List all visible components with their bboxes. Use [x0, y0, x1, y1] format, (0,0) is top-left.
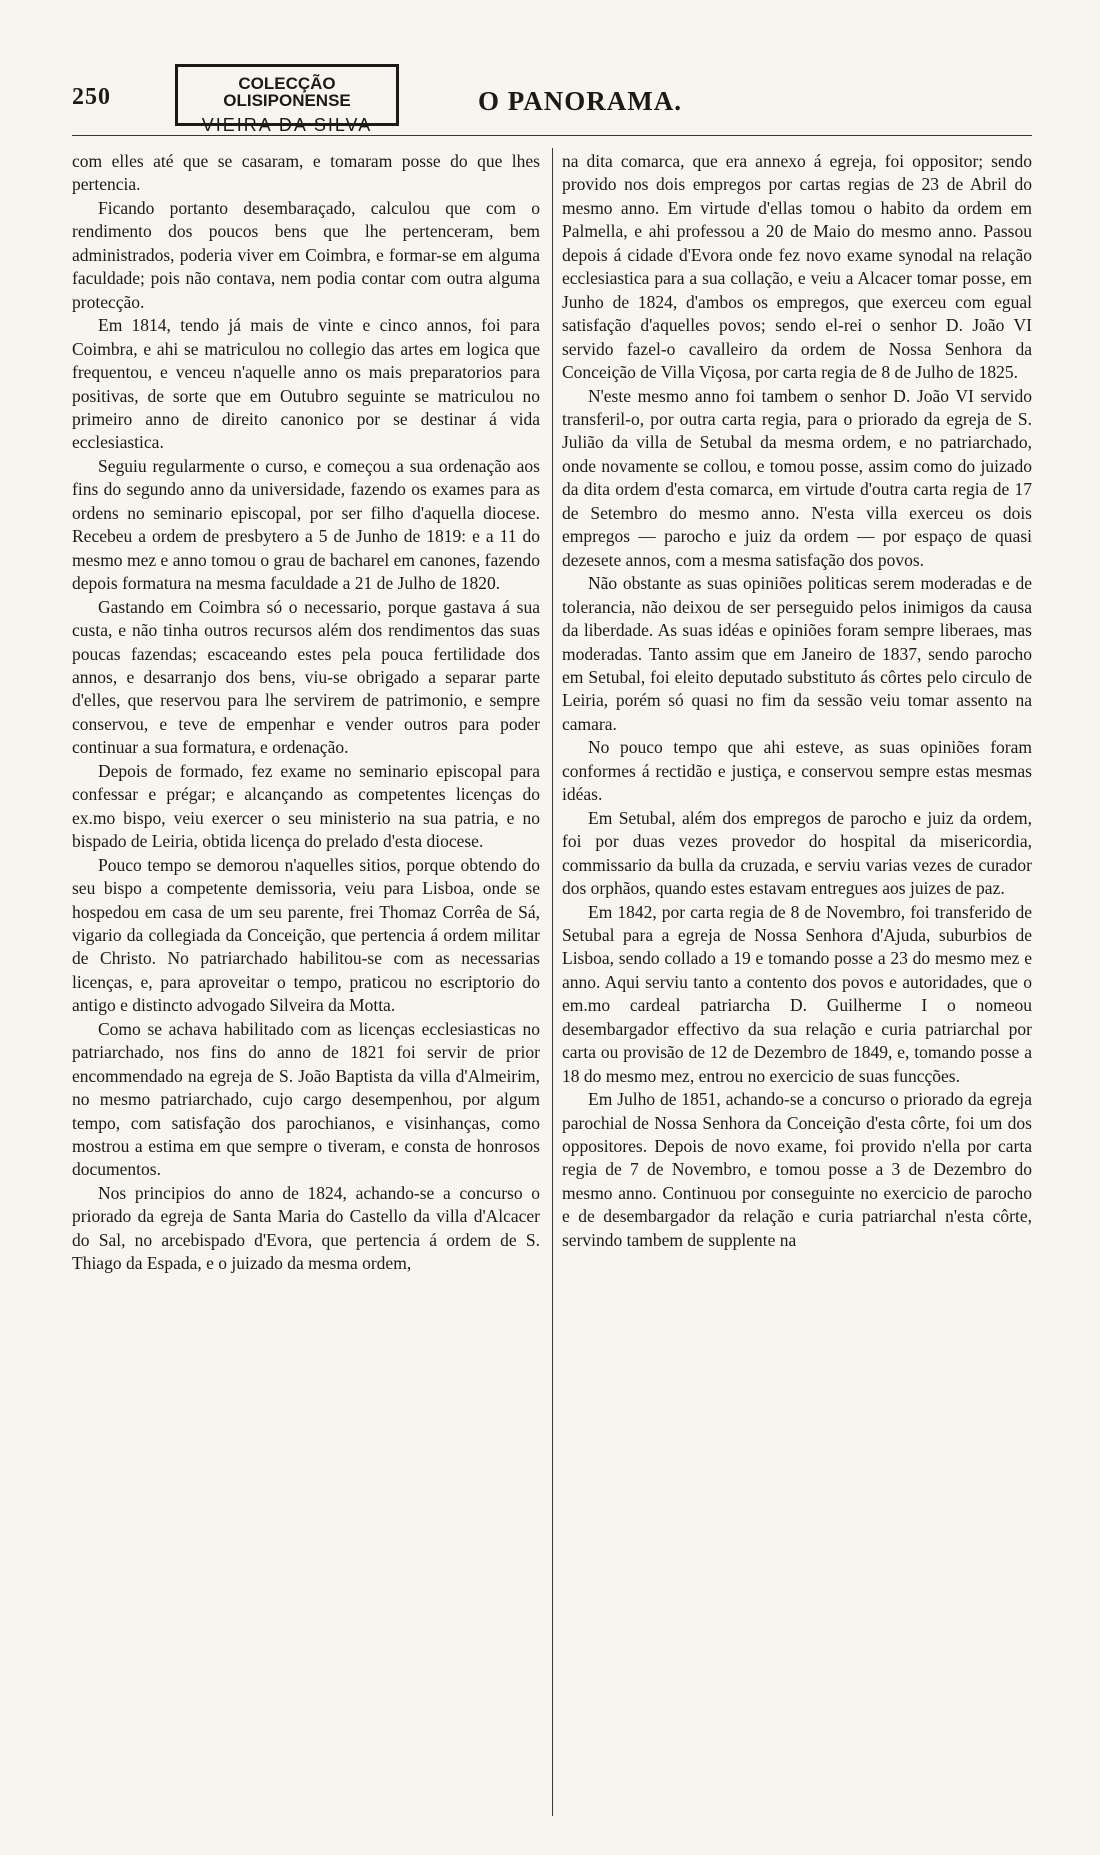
paragraph: No pouco tempo que ahi esteve, as suas opiniões foram conformes á rectidão e justiça, e conservou sempre estas mesmas idéas.	[562, 737, 1032, 805]
paragraph: Seguiu regularmente o curso, e começou a sua ordenação aos fins do segundo anno da universidade, fazendo os exames para as ordens no seminario episcopal, por ser filho d'aquella diocese. Recebeu a ordem de presbytero a 5 de Junho de 1819: e a 11 do mesmo mez e anno tomou o grau de bacharel em canones, fazendo depois formatura na mesma faculdade a 21 de Julho de 1820.	[72, 455, 540, 594]
paragraph: Em Setubal, além dos empregos de parocho e juiz da ordem, foi por duas vezes provedor do hospital da misericordia, commissario da bulla da cruzada, e serviu varias vezes de curador dos orphãos, quando estes estavam entregues aos juizes de paz.	[562, 807, 1032, 899]
header-rule	[72, 135, 1032, 136]
stamp-line-1: COLECÇÃO OLISIPONENSE	[223, 74, 351, 110]
paragraph: Nos principios do anno de 1824, achando-se a concurso o priorado da egreja de Santa Maria do Castello da villa d'Alcacer do Sal, no arcebispado d'Evora, que pertencia á ordem de S. Thiago da Espada, e o juizado da mesma ordem,	[72, 1182, 540, 1274]
paragraph: Pouco tempo se demorou n'aquelles sitios, porque obtendo do seu bispo a competente demissoria, veiu para Lisboa, onde se hospedou em casa de um seu parente, frei Thomaz Corrêa de Sá, vigario da collegiada da Conceição, que pertencia á ordem militar de Christo. No patriarchado habilitou-se com as necessarias licenças, e, para aproveitar o tempo, praticou no escriptorio do antigo e distincto advogado Silveira da Motta.	[72, 854, 540, 1016]
journal-title: O PANORAMA.	[478, 86, 682, 116]
paragraph: Como se achava habilitado com as licenças ecclesiasticas no patriarchado, nos fins do anno de 1821 foi servir de prior encommendado na egreja de S. João Baptista da villa d'Almeirim, no mesmo patriarchado, cujo cargo desempenhou, por algum tempo, com satisfação dos parochianos, e visinhanças, como mostrou a estima em que sempre o tiveram, e consta de honrosos documentos.	[72, 1018, 540, 1180]
paragraph: Em 1842, por carta regia de 8 de Novembro, foi transferido de Setubal para a egreja de Nossa Senhora d'Ajuda, suburbios de Lisboa, sendo collado a 19 e tomando posse a 23 do mesmo mez e anno. Aqui serviu tanto a contento dos povos e autoridades, que o em.mo cardeal patriarcha D. Guilherme I o nomeou desembargador effectivo da sua relação e curia patriarchal por carta ou provisão de 12 de Dezembro de 1849, e, tomando posse a 18 do mesmo mez, entrou no exercicio de suas funcções.	[562, 901, 1032, 1086]
paragraph: Em 1814, tendo já mais de vinte e cinco annos, foi para Coimbra, e ahi se matriculou no collegio das artes em logica que frequentou, e venceu n'aquelle anno os mais preparatorios para positivas, de sorte que em Outubro seguinte se matriculou no primeiro anno de direito canonico por se destinar á vida ecclesiastica.	[72, 315, 540, 453]
right-column	[562, 150, 1032, 1818]
left-column	[72, 150, 540, 1818]
paragraph: Ficando portanto desembaraçado, calculou que com o rendimento dos poucos bens que lhe pertenceram, bem administrados, poderia viver em Coimbra, e formar-se em alguma faculdade; pois não contava, nem podia contar com outra alguma protecção.	[72, 197, 540, 312]
collection-stamp	[175, 64, 399, 135]
paragraph: com elles até que se casaram, e tomaram posse do que lhes pertencia.	[72, 151, 540, 195]
paragraph: Em Julho de 1851, achando-se a concurso o priorado da egreja parochial de Nossa Senhora da Conceição d'esta côrte, foi um dos oppositores. Depois de novo exame, foi provido n'ella por carta regia de 7 de Novembro, e tomou posse a 3 de Dezembro do mesmo anno. Continuou por conseguinte no exercicio de parocho e de desembargador da relação e curia patriarchal n'esta côrte, servindo tambem de supplente na	[562, 1089, 1032, 1250]
paragraph: na dita comarca, que era annexo á egreja, foi oppositor; sendo provido nos dois empregos por cartas regias de 23 de Abril do mesmo anno. Em virtude d'ellas tomou o habito da ordem em Palmella, e ahi professou a 20 de Maio do mesmo anno. Passou depois á cidade d'Evora onde fez novo exame synodal na relação ecclesiastica para a sua collação, e veiu a Alcacer tomar posse, em Junho de 1824, d'ambos os empregos, que exerceu com egual satisfação d'aquelles povos; sendo el-rei o senhor D. João VI servido fazel-o cavalleiro da ordem de Nossa Senhora da Conceição de Villa Viçosa, por carta regia de 8 de Julho de 1825.	[562, 151, 1032, 383]
paragraph: Depois de formado, fez exame no seminario episcopal para confessar e prégar; e alcançando as competentes licenças do ex.mo bispo, veiu exercer o seu ministerio na sua patria, e no bispado de Leiria, obtida licença do prelado d'esta diocese.	[72, 760, 540, 852]
page-number: 250	[72, 84, 111, 110]
column-divider	[552, 148, 553, 1816]
paragraph: N'este mesmo anno foi tambem o senhor D. João VI servido transferil-o, por outra carta regia, para o priorado da egreja de S. Julião da villa de Setubal da mesma ordem, e no patriarchado, onde novamente se collou, e tomou posse, assim como do juizado da dita ordem d'esta comarca, em virtude d'outra carta regia de 17 de Setembro do mesmo anno. N'esta villa exerceu os dois empregos — parocho e juiz da ordem — por espaço de quasi dezesete annos, com a mesma satisfação dos povos.	[562, 385, 1032, 570]
paragraph: Não obstante as suas opiniões politicas serem moderadas e de tolerancia, não deixou de ser perseguido pelos inimigos da causa da liberdade. As suas idéas e opiniões foram sempre liberaes, mas moderadas. Tanto assim que em Janeiro de 1837, sendo parocho em Setubal, foi eleito deputado substituto ás côrtes pelo circulo de Leiria, porém só quasi no fim da sessão veiu tomar assento na camara.	[562, 573, 1032, 734]
stamp-line-2: VIEIRA DA SILVA	[201, 115, 373, 135]
paragraph: Gastando em Coimbra só o necessario, porque gastava á sua custa, e não tinha outros recursos além dos rendimentos das suas poucas fazendas; escaceando estes pela pouca fertilidade dos annos, e desarranjo dos bens, viu-se obrigado a separar parte d'elles, que reservou para lhe servirem de patrimonio, e sempre conservou, e teve de empenhar e vender outros para poder continuar a sua formatura, e ordenação.	[72, 596, 540, 758]
